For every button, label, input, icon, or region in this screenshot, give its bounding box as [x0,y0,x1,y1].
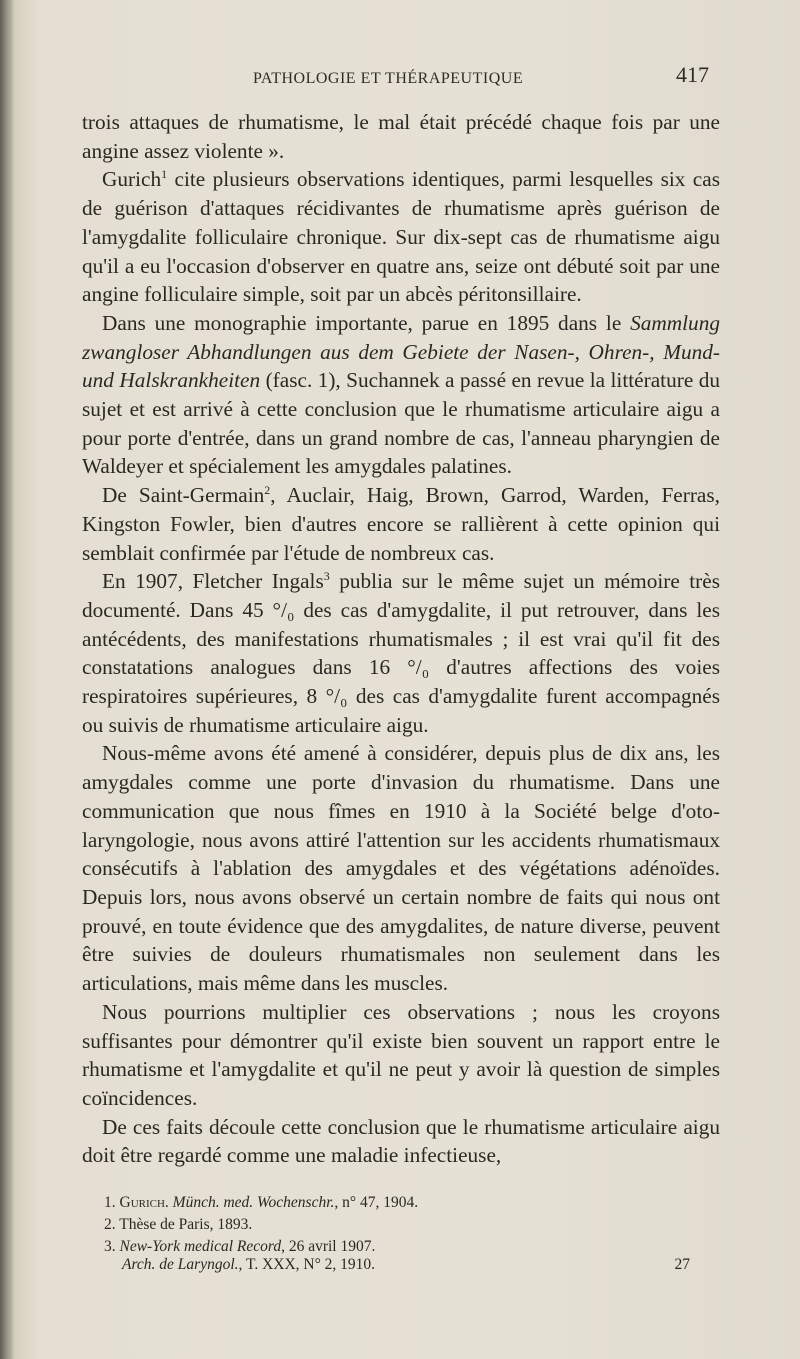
footnote-source: New-York medical Record [119,1238,282,1255]
page-number: 417 [676,62,709,87]
signature-journal [122,1256,375,1274]
footnote-ref: 3 [323,569,330,584]
footnote-1 [82,1192,720,1214]
footnote-detail: , n° 47, 1904. [334,1194,419,1211]
paragraph-3 [82,309,720,481]
author-name: Gurich [102,167,162,192]
paragraph-7: Nous pourrions multiplier ces observations ; nous les croyons suffisantes pour démontrer qu'il existe bien souvent un rapport entre le rhumatisme et l'amygdalite et qu'il ne peut y avoir là question de simples coïncidences. [82,999,720,1110]
footnote-ref: 1 [161,167,168,182]
paragraph-lead: Dans une monographie importante, parue en 1895 dans le [102,310,631,335]
footnote-detail: , 26 avril 1907. [281,1238,376,1255]
footnotes [82,1192,720,1258]
paragraph-tail: , Auclair, Haig, Brown, Garrod, Warden, Ferras, Kingston Fowler, bien d'autres encore se rallièrent à cette opinion qui semblait confirmée par l'étude de nombreux cas. [82,483,720,565]
printer-signature-line [122,1256,690,1274]
paragraph-lead: En 1907, Fletcher Ingals [102,569,324,594]
footnote-ref: 2 [264,483,271,498]
cited-work-title: Sammlung zwangloser Abhandlungen aus dem Gebiete der Nasen-, Ohren-, Mund-und Halskrankheiten [82,310,720,393]
paragraph-8: De ces faits découle cette conclusion que le rhumatisme articulaire aigu doit être regardé comme une maladie infectieuse, [82,1114,720,1168]
paragraph-tail: publia sur le même sujet un mémoire très documenté. Dans 45 °/₀ des cas d'amygdalite, il put retrouver, dans les antécédents, des manifestations rhumatismales ; il est vrai qu'il fit des constatations analogues dans 16 °/₀ d'autres affections des voies respiratoires supérieures, 8 °/₀ des cas d'amygdalite furent accompagnés ou suivis de rhumatisme articulaire aigu. [82,569,720,737]
footnote-source: Münch. med. Wochenschr. [172,1194,335,1211]
footnote-2 [82,1214,720,1236]
journal-volume: , T. XXX, N° 2, 1910. [238,1256,376,1273]
footnote-number: 1. [104,1194,116,1211]
paragraph-4 [82,481,720,567]
journal-title: Arch. de Laryngol. [122,1256,239,1273]
paragraph-text: cite plusieurs observations identiques, parmi lesquelles six cas de guérison d'attaques récidivantes de rhumatisme après guérison de l'amygdalite folliculaire chronique. Sur dix-sept cas de rhumatisme aigu qu'il a eu l'occasion d'observer en quatre ans, seize ont débuté soit par une angine folliculaire simple, soit par un abcès péritonsillaire. [82,167,720,307]
running-head: PATHOLOGIE ET THÉRAPEUTIQUE [253,70,524,87]
footnote-author: Gurich. [119,1194,169,1211]
page-binding-shadow [0,0,14,1359]
sheet-number: 27 [674,1256,690,1273]
footnote-3 [82,1236,720,1258]
paragraph-lead: De Saint-Germain [102,483,265,508]
footnote-number: 2. [104,1216,116,1233]
paragraph-5 [82,567,720,739]
paragraph-1: trois attaques de rhumatisme, le mal était précédé chaque fois par une angine assez violente ». [82,110,720,163]
paragraph-tail: (fasc. 1), Suchannek a passé en revue la littérature du sujet et est arrivé à cette conclusion que le rhumatisme articulaire aigu a pour porte d'entrée, dans un grand nombre de cas, l'anneau pharyngien de Waldeyer et spécialement les amygdales palatines. [82,368,721,479]
footnote-number: 3. [104,1238,116,1255]
footnote-detail: Thèse de Paris, 1893. [119,1216,253,1233]
body-text [82,108,720,1170]
paragraph-6: Nous-même avons été amené à considérer, depuis plus de dix ans, les amygdales comme une porte d'invasion du rhumatisme. Dans une communication que nous fîmes en 1910 à la Société belge d'oto-laryngologie, nous avons attiré l'attention sur les accidents rhumatismaux consécutifs à l'ablation des amygdales et des végétations adénoïdes. Depuis lors, nous avons observé un certain nombre de faits qui nous ont prouvé, en toute évidence que des amygdalites, de nature diverse, peuvent être suivies de douleurs rhumatismales non seulement dans les articulations, mais même dans les muscles. [82,741,720,996]
paragraph-2 [82,165,720,309]
